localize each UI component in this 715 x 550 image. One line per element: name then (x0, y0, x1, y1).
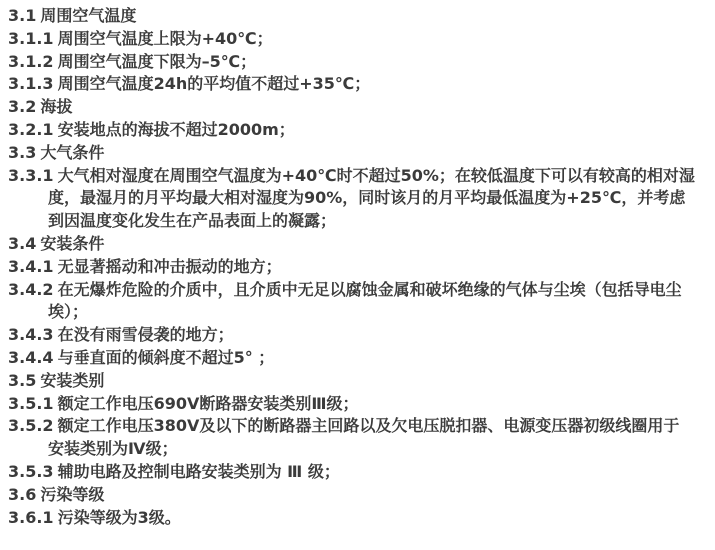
clause-3.5.2 (8, 415, 695, 461)
clause-text: 无显著摇动和冲击振动的地方； (57, 256, 282, 276)
clause-number: 3.2 (8, 97, 37, 117)
clause-3.4.2 (8, 279, 695, 325)
clause-text: 海拔 (40, 97, 73, 117)
clause-number: 3.1.1 (8, 28, 54, 48)
clause-list (8, 5, 695, 529)
clause-number: 3.4.4 (8, 347, 54, 367)
clause-text: 安装类别 (40, 370, 105, 390)
clause-text: 辅助电路及控制电路安装类别为 Ⅲ 级； (57, 461, 340, 481)
clause-number: 3.6.1 (8, 507, 54, 527)
clause-number: 3.2.1 (8, 119, 54, 139)
clause-number: 3.5.3 (8, 461, 54, 481)
clause-3.2 (8, 96, 695, 119)
clause-number: 3.4.2 (8, 279, 54, 299)
clause-text: 安装条件 (40, 233, 105, 253)
clause-3.2.1 (8, 119, 695, 142)
clause-text: 安装地点的海拔不超过2000m； (57, 119, 295, 139)
clause-number: 3.3.1 (8, 165, 54, 185)
clause-3.4 (8, 233, 695, 256)
clause-text: 周围空气温度24h的平均值不超过+35℃； (57, 74, 371, 94)
clause-text: 大气相对湿度在周围空气温度为+40℃时不超过50%；在较低温度下可以有较高的相对湿度，最湿月的月平均最大相对湿度为90%，同时该月的月平均最低温度为+25℃，并考虑到因温度变化发生在产品表面上的凝露； (48, 165, 695, 231)
clause-3.3 (8, 142, 695, 165)
clause-number: 3.4 (8, 233, 37, 253)
clause-number: 3.3 (8, 142, 37, 162)
clause-number: 3.5 (8, 370, 37, 390)
clause-number: 3.6 (8, 484, 37, 504)
clause-3.1 (8, 5, 695, 28)
clause-text: 额定工作电压380V及以下的断路器主回路以及欠电压脱扣器、电源变压器初级线圈用于安装类别为Ⅳ级； (48, 416, 680, 459)
clause-text: 在没有雨雪侵袭的地方； (57, 325, 234, 345)
clause-text: 周围空气温度上限为+40℃； (57, 28, 273, 48)
clause-3.6.1 (8, 507, 695, 530)
clause-3.1.2 (8, 51, 695, 74)
clause-3.5.3 (8, 461, 695, 484)
clause-3.4.3 (8, 324, 695, 347)
clause-number: 3.5.2 (8, 416, 54, 436)
clause-3.5.1 (8, 393, 695, 416)
clause-number: 3.1 (8, 6, 37, 25)
clause-text: 污染等级为3级。 (57, 507, 181, 527)
clause-text: 污染等级 (40, 484, 105, 504)
clause-text: 额定工作电压690V断路器安装类别Ⅲ级； (57, 393, 359, 413)
clause-3.1.3 (8, 73, 695, 96)
clause-number: 3.1.3 (8, 74, 54, 94)
clause-text: 在无爆炸危险的介质中，且介质中无足以腐蚀金属和破坏绝缘的气体与尘埃（包括导电尘埃）； (48, 279, 682, 322)
clause-number: 3.1.2 (8, 51, 54, 71)
clause-3.5 (8, 370, 695, 393)
clause-text: 大气条件 (40, 142, 105, 162)
clause-text: 周围空气温度下限为–5℃； (57, 51, 257, 71)
clause-3.6 (8, 484, 695, 507)
clause-number: 3.4.3 (8, 325, 54, 345)
clause-3.1.1 (8, 28, 695, 51)
clause-3.4.4 (8, 347, 695, 370)
clause-3.3.1 (8, 165, 695, 233)
clause-text: 与垂直面的倾斜度不超过5° ； (57, 347, 275, 367)
clause-3.4.1 (8, 256, 695, 279)
clause-text: 周围空气温度 (40, 6, 137, 25)
clause-number: 3.5.1 (8, 393, 54, 413)
clause-number: 3.4.1 (8, 256, 54, 276)
